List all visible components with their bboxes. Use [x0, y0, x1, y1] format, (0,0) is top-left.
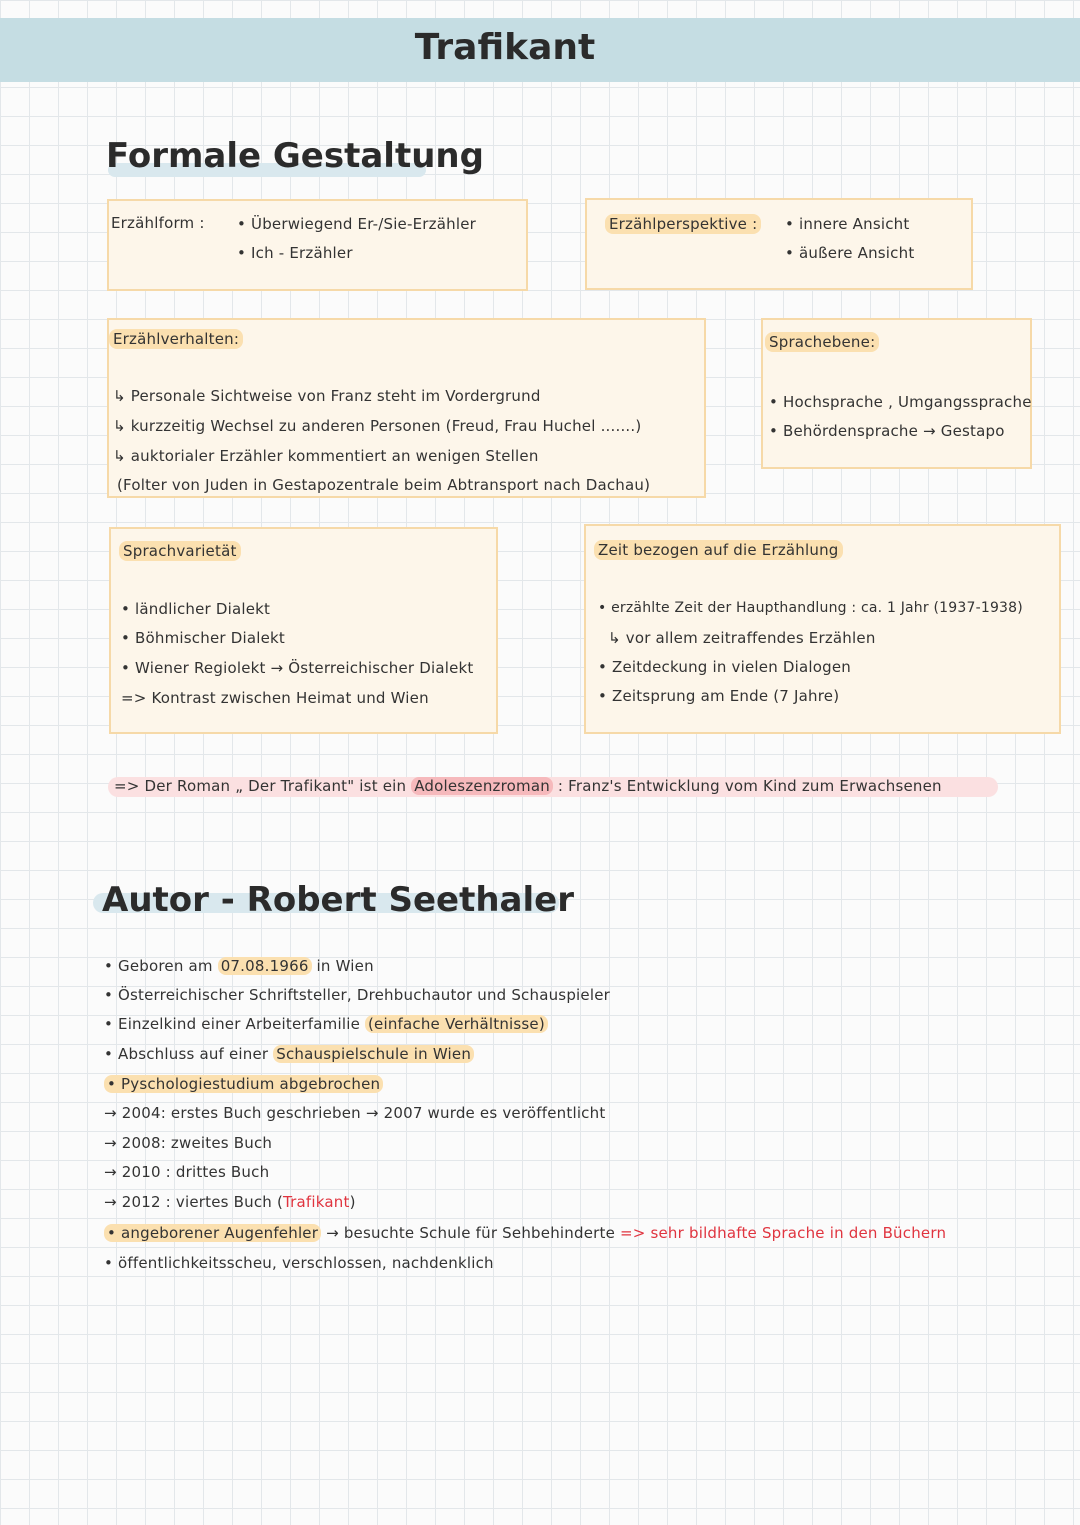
perspektive-item: • innere Ansicht — [785, 215, 910, 233]
autor-line — [104, 1224, 946, 1242]
autor-line9-red: Trafikant — [283, 1193, 350, 1211]
erzaehlform-label: Erzählform : — [111, 214, 205, 232]
verhalten-item: ↳ Personale Sichtweise von Franz steht im Vordergrund — [113, 387, 541, 405]
autor-line10-middle: → besuchte Schule für Sehbehinderte — [326, 1224, 616, 1242]
erzaehlform-item: • Ich - Erzähler — [237, 244, 353, 262]
box-zeit — [584, 524, 1061, 734]
autor-line5: • Pyschologiestudium abgebrochen — [104, 1075, 383, 1093]
autor-born-suffix: in Wien — [316, 957, 374, 975]
autor-born-prefix: • Geboren am — [104, 957, 213, 975]
autor-line: • öffentlichkeitsscheu, verschlossen, nachdenklich — [104, 1254, 494, 1272]
zeit-label: Zeit bezogen auf die Erzählung — [594, 540, 843, 560]
sprachebene-item: • Behördensprache → Gestapo — [769, 422, 1005, 440]
perspektive-label: Erzählperspektive : — [605, 214, 761, 234]
autor-line10-red: => sehr bildhafte Sprache in den Büchern — [619, 1224, 947, 1242]
autor-line — [104, 1045, 474, 1063]
autor-line — [104, 1015, 548, 1033]
autor-line3-highlight: (einfache Verhältnisse) — [365, 1015, 548, 1033]
sprachvarietaet-item: • Böhmischer Dialekt — [121, 629, 285, 647]
summary-highlight-text: Adoleszenzroman — [411, 777, 553, 795]
autor-line: → 2008: zweites Buch — [104, 1134, 273, 1152]
summary-suffix: : Franz's Entwicklung vom Kind zum Erwachsenen — [557, 777, 942, 795]
box-perspektive — [585, 198, 973, 290]
autor-line9-suffix: ) — [349, 1193, 356, 1211]
perspektive-item: • äußere Ansicht — [785, 244, 915, 262]
sprachebene-label: Sprachebene: — [765, 332, 879, 352]
zeit-item: • erzählte Zeit der Haupthandlung : ca. 1 Jahr (1937-1938) — [598, 600, 1023, 616]
autor-line4-highlight: Schauspielschule in Wien — [273, 1045, 474, 1063]
section-heading-formale: Formale Gestaltung — [106, 136, 484, 176]
section-heading-autor: Autor - Robert Seethaler — [102, 880, 574, 920]
autor-line — [104, 1075, 383, 1093]
box-erzaehlform — [107, 199, 528, 291]
summary-prefix: => Der Roman „ Der Trafikant" ist ein — [114, 777, 407, 795]
autor-line: → 2010 : drittes Buch — [104, 1163, 270, 1181]
autor-line10-highlight: • angeborener Augenfehler — [104, 1224, 321, 1242]
verhalten-item: (Folter von Juden in Gestapozentrale beim Abtransport nach Dachau) — [117, 476, 651, 494]
box-sprachvarietaet — [109, 527, 498, 734]
box-sprachebene — [761, 318, 1032, 469]
autor-line — [104, 1193, 356, 1211]
sprachvarietaet-item: => Kontrast zwischen Heimat und Wien — [121, 689, 429, 707]
zeit-item: • Zeitdeckung in vielen Dialogen — [598, 658, 851, 676]
autor-line: • Österreichischer Schriftsteller, Drehbuchautor und Schauspieler — [104, 986, 611, 1004]
zeit-item: • Zeitsprung am Ende (7 Jahre) — [598, 687, 840, 705]
verhalten-item: ↳ kurzzeitig Wechsel zu anderen Personen (Freud, Frau Huchel .......) — [113, 417, 642, 435]
verhalten-label: Erzählverhalten: — [109, 329, 243, 349]
box-verhalten — [107, 318, 706, 498]
sprachvarietaet-item: • Wiener Regiolekt → Österreichischer Dialekt — [121, 659, 474, 677]
zeit-item: ↳ vor allem zeitraffendes Erzählen — [608, 629, 876, 647]
autor-line4-prefix: • Abschluss auf einer — [104, 1045, 269, 1063]
autor-line: → 2004: erstes Buch geschrieben → 2007 wurde es veröffentlicht — [104, 1104, 606, 1122]
erzaehlform-item: • Überwiegend Er-/Sie-Erzähler — [237, 215, 476, 233]
sprachvarietaet-label: Sprachvarietät — [119, 541, 241, 561]
summary-line — [114, 777, 942, 795]
autor-line9-prefix: → 2012 : viertes Buch ( — [104, 1193, 284, 1211]
autor-line — [104, 957, 374, 975]
page-title: Trafikant — [414, 27, 596, 68]
sprachvarietaet-item: • ländlicher Dialekt — [121, 600, 271, 618]
autor-line3-prefix: • Einzelkind einer Arbeiterfamilie — [104, 1015, 360, 1033]
autor-born-date: 07.08.1966 — [218, 957, 312, 975]
verhalten-item: ↳ auktorialer Erzähler kommentiert an wenigen Stellen — [113, 447, 539, 465]
sprachebene-item: • Hochsprache , Umgangssprache — [769, 393, 1032, 411]
